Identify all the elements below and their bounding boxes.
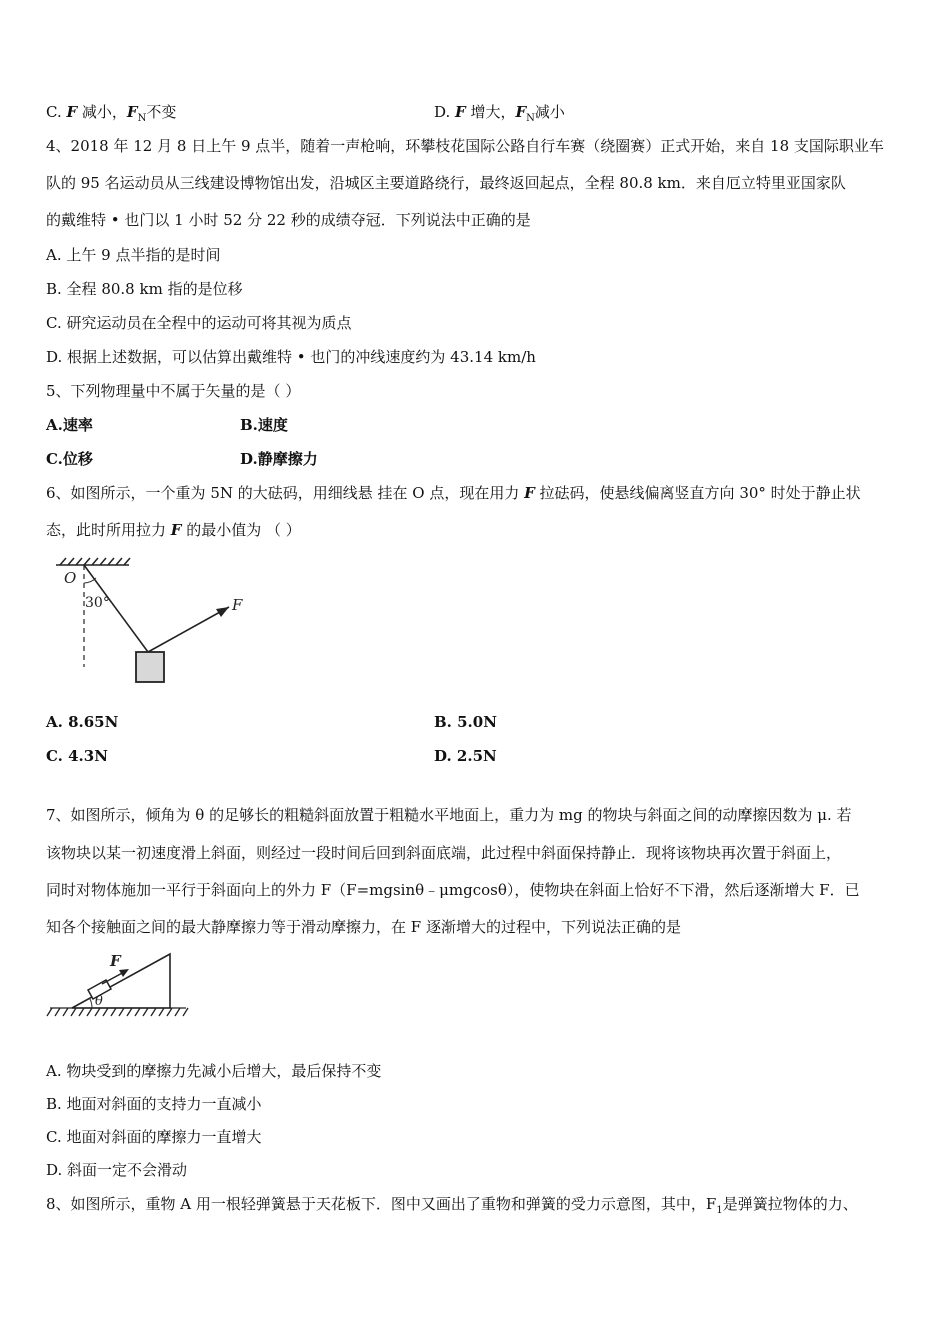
q5-option-a: A.速率 <box>46 416 93 434</box>
incline <box>72 954 170 1008</box>
q7-option-a: A. 物块受到的摩擦力先减小后增大，最后保持不变 <box>46 1062 382 1080</box>
q6-option-c: C. 4.3N <box>46 747 108 765</box>
ground <box>47 1008 188 1016</box>
q7-option-b: B. 地面对斜面的支持力一直减小 <box>46 1095 262 1113</box>
q7-option-c: C. 地面对斜面的摩擦力一直增大 <box>46 1128 262 1146</box>
q5-option-c: C.位移 <box>46 450 93 468</box>
ceiling <box>56 558 130 565</box>
q3-option-d: D. F 增大，$F_N$减小 <box>434 103 565 124</box>
q3-option-c: C. F 减小，$F_N$不变 <box>46 103 177 124</box>
q4-stem-line2: 队的 95 名运动员从三线建设博物馆出发，沿城区主要道路绕行，最终返回起点，全程 80.8 km．来自厄立特里亚国家队 <box>46 174 846 192</box>
q4-stem-line3: 的戴维特 • 也门以 1 小时 52 分 22 秒的成绩夺冠．下列说法中正确的是 <box>46 211 531 229</box>
q5-option-b: B.速度 <box>240 416 288 434</box>
q7-option-d: D. 斜面一定不会滑动 <box>46 1161 188 1179</box>
label-o: O <box>64 569 77 587</box>
label-30: 30° <box>85 595 110 611</box>
force-arrowhead <box>119 969 129 977</box>
force-arrowhead <box>216 607 229 617</box>
q4-option-c: C. 研究运动员在全程中的运动可将其视为质点 <box>46 314 352 332</box>
q7-stem-line4: 知各个接触面之间的最大静摩擦力等于滑动摩擦力，在 F 逐渐增大的过程中，下列说法正确的是 <box>46 918 681 936</box>
q7-stem-line1: 7、如图所示，倾角为 θ 的足够长的粗糙斜面放置于粗糙水平地面上，重力为 mg 的物块与斜面之间的动摩擦因数为 μ. 若 <box>46 806 852 824</box>
q8-stem-line1: 8、如图所示，重物 A 用一根轻弹簧悬于天花板下．图中又画出了重物和弹簧的受力示意图，其中，$F_1$是弹簧拉物体的力、 <box>46 1195 858 1216</box>
q6-figure <box>44 555 254 690</box>
q4-option-b: B. 全程 80.8 km 指的是位移 <box>46 280 243 298</box>
label-theta: θ <box>95 994 103 1009</box>
q4-stem-line1: 4、2018 年 12 月 8 日上午 9 点半，随着一声枪响，环攀枝花国际公路自行车赛（绕圈赛）正式开始，来自 18 支国际职业车 <box>46 137 884 155</box>
q5-option-d: D.静摩擦力 <box>240 450 318 468</box>
q6-option-d: D. 2.5N <box>434 747 497 765</box>
label-f: F <box>232 596 243 614</box>
angle-arc <box>90 999 92 1008</box>
q6-stem-line1: 6、如图所示，一个重为 5N 的大砝码，用细线悬 挂在 O 点，现在用力 F 拉砝码，使悬线偏离竖直方向 30° 时处于静止状 <box>46 484 861 502</box>
q5-stem: 5、下列物理量中不属于矢量的是（ ） <box>46 382 301 400</box>
q4-option-a: A. 上午 9 点半指的是时间 <box>46 246 221 264</box>
q7-figure <box>44 950 194 1025</box>
q7-stem-line3: 同时对物体施加一平行于斜面向上的外力 F（F=mgsinθ﹣μmgcosθ），使物块在斜面上恰好不下滑，然后逐渐增大 F．已 <box>46 881 860 899</box>
q4-option-d: D. 根据上述数据，可以估算出戴维特 • 也门的冲线速度约为 43.14 km/h <box>46 348 536 366</box>
q6-option-a: A. 8.65N <box>46 713 119 731</box>
weight-block <box>136 652 164 682</box>
label-f: F <box>110 952 121 970</box>
q7-stem-line2: 该物块以某一初速度滑上斜面，则经过一段时间后回到斜面底端，此过程中斜面保持静止．现将该物块再次置于斜面上， <box>46 844 842 862</box>
q6-option-b: B. 5.0N <box>434 713 497 731</box>
q6-stem-line2: 态，此时所用拉力 F 的最小值为 （ ） <box>46 521 301 539</box>
force-arrow-line <box>148 607 229 652</box>
